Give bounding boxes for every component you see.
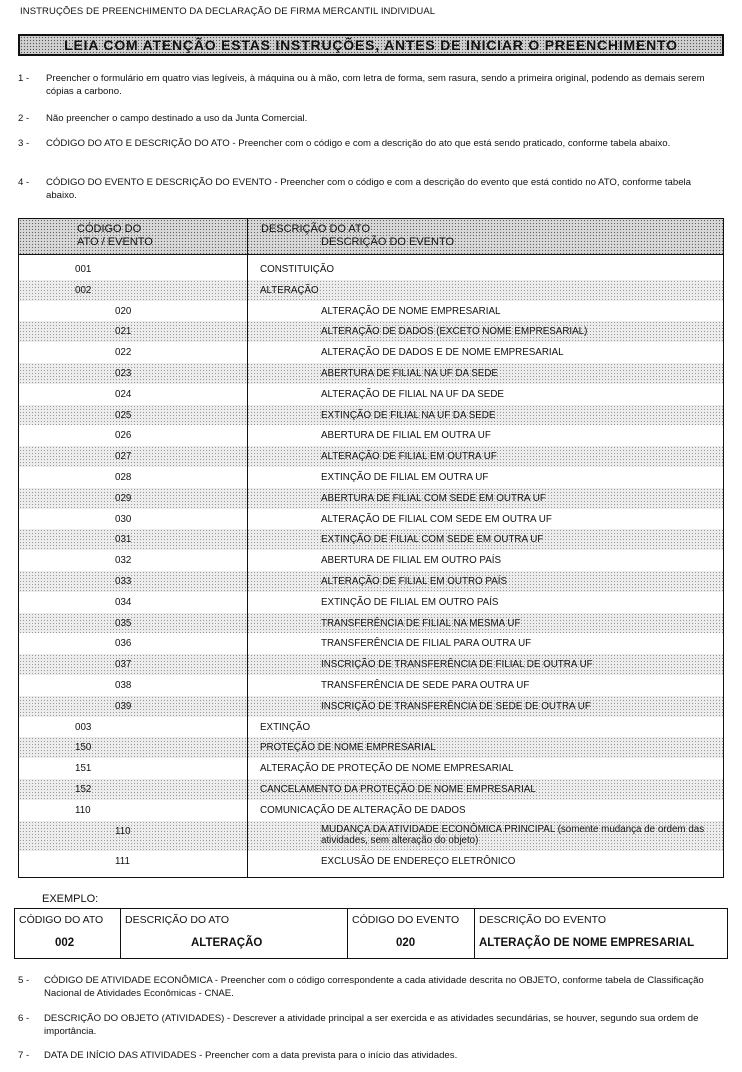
row-code: 152: [75, 784, 92, 795]
row-description: INSCRIÇÃO DE TRANSFERÊNCIA DE SEDE DE OUTRA UF: [321, 700, 591, 712]
row-code: 150: [75, 742, 92, 754]
row-description: ABERTURA DE FILIAL EM OUTRO PAÍS: [321, 555, 502, 567]
table-row: [19, 737, 723, 758]
row-code: 110: [115, 825, 131, 837]
table-row: [19, 613, 723, 634]
example-desc-ato-value: ALTERAÇÃO: [191, 937, 263, 949]
row-code: 025: [115, 409, 132, 421]
instruction-3: [18, 138, 723, 151]
instruction-number: 7 -: [18, 1050, 30, 1061]
example-desc-ato-label: DESCRIÇÃO DO ATO: [125, 914, 230, 926]
header-desc-line2: DESCRIÇÃO DO EVENTO: [321, 236, 455, 248]
table-row: [19, 633, 723, 654]
row-code: 031: [115, 534, 132, 546]
table-row: [19, 321, 723, 342]
row-code: 003: [75, 721, 92, 733]
row-description: EXTINÇÃO DE FILIAL COM SEDE EM OUTRA UF: [321, 534, 544, 546]
instruction-text: Não preencher o campo destinado a uso da Junta Comercial.: [46, 113, 308, 124]
row-description: EXTINÇÃO DE FILIAL EM OUTRO PAÍS: [321, 596, 499, 608]
instruction-2: [18, 113, 723, 126]
row-code: 024: [115, 388, 132, 400]
header-desc-line1: DESCRIÇÃO DO ATO: [261, 223, 371, 235]
table-row: [19, 488, 723, 509]
row-description: ALTERAÇÃO DE FILIAL NA UF DA SEDE: [321, 388, 504, 400]
row-description: EXTINÇÃO: [260, 721, 311, 733]
table-row: [19, 800, 723, 821]
row-description: CONSTITUIÇÃO: [260, 264, 335, 275]
row-code: 029: [115, 492, 132, 504]
table-row: [19, 342, 723, 363]
instruction-7: [18, 1050, 723, 1063]
row-code: 020: [115, 305, 132, 317]
example-cod-evento-value: 020: [396, 937, 416, 949]
example-cod-ato-value: 002: [55, 937, 75, 949]
table-row: [19, 675, 723, 696]
row-code: 111: [115, 855, 130, 867]
table-row: [19, 592, 723, 613]
table-row: [19, 654, 723, 675]
row-description: CANCELAMENTO DA PROTEÇÃO DE NOME EMPRESARIAL: [260, 784, 536, 795]
row-code: 030: [115, 513, 132, 525]
row-description: ALTERAÇÃO: [260, 284, 319, 296]
table-row: [19, 384, 723, 405]
example-desc-ato-cell: [121, 909, 348, 958]
row-description: TRANSFERÊNCIA DE SEDE PARA OUTRA UF: [321, 680, 530, 691]
row-description: ALTERAÇÃO DE FILIAL COM SEDE EM OUTRA UF: [321, 513, 552, 525]
table-row: [19, 571, 723, 592]
instruction-text: DESCRIÇÃO DO OBJETO (ATIVIDADES) - Descrever a atividade principal a ser exercida e as atividades secundárias, se houver, segundo sua ordem de importância.: [44, 1013, 699, 1037]
row-description: TRANSFERÊNCIA DE FILIAL PARA OUTRA UF: [321, 638, 532, 650]
instruction-5: [18, 975, 723, 1000]
example-cod-ato-label: CÓDIGO DO ATO: [19, 914, 104, 926]
instruction-text: CÓDIGO DO ATO E DESCRIÇÃO DO ATO - Preencher com o código e com a descrição do ato que está sendo praticado, conforme tabela abaixo.: [46, 138, 671, 149]
table-row: [19, 405, 723, 426]
table-row: [19, 280, 723, 301]
row-code: 026: [115, 430, 132, 442]
instruction-number: 6 -: [18, 1013, 30, 1024]
row-code: 027: [115, 451, 132, 463]
row-code: 036: [115, 638, 132, 650]
instruction-number: 5 -: [18, 975, 30, 986]
instruction-number: 4 -: [18, 177, 30, 188]
row-description: MUDANÇA DA ATIVIDADE ECONÔMICA PRINCIPAL (somente mudança de ordem das atividades, sem alteração do objeto): [321, 823, 705, 846]
instruction-1: [18, 73, 723, 98]
instruction-6: [18, 1013, 723, 1038]
row-description: ABERTURA DE FILIAL EM OUTRA UF: [321, 430, 491, 442]
header-code-line2: ATO / EVENTO: [77, 236, 153, 248]
table-row: [19, 259, 723, 280]
table-row: [19, 696, 723, 717]
example-label: EXEMPLO:: [42, 893, 99, 905]
row-code: 023: [115, 368, 132, 379]
table-row: [19, 509, 723, 530]
row-code: 002: [75, 284, 92, 296]
instruction-number: 3 -: [18, 138, 30, 149]
instructions-banner: LEIA COM ATENÇÃO ESTAS INSTRUÇÕES, ANTES DE INICIAR O PREENCHIMENTO: [18, 34, 724, 56]
table-row: [19, 779, 723, 800]
example-desc-evento-label: DESCRIÇÃO DO EVENTO: [479, 914, 606, 926]
row-description: ALTERAÇÃO DE DADOS E DE NOME EMPRESARIAL: [321, 347, 564, 359]
table-row: [19, 446, 723, 467]
row-code: 037: [115, 659, 132, 671]
table-row: [19, 467, 723, 488]
table-row: [19, 550, 723, 571]
table-row: [19, 851, 723, 872]
table-row: [19, 717, 723, 738]
table-row: [19, 758, 723, 779]
instruction-text: Preencher o formulário em quatro vias legíveis, à máquina ou à mão, com letra de forma, sem rasura, sendo a primeira original, podendo as demais serem cópias a carbono.: [46, 73, 705, 97]
instruction-text: CÓDIGO DE ATIVIDADE ECONÔMICA - Preencher com o código correspondente a cada atividade descrita no OBJETO, conforme tabela de Classificação Nacional de Atividades Econômicas - CNAE.: [44, 975, 704, 999]
table-row: [19, 821, 723, 851]
column-divider: [247, 219, 248, 877]
row-description: INSCRIÇÃO DE TRANSFERÊNCIA DE FILIAL DE OUTRA UF: [321, 659, 593, 671]
row-description: PROTEÇÃO DE NOME EMPRESARIAL: [260, 742, 436, 754]
row-description: ABERTURA DE FILIAL COM SEDE EM OUTRA UF: [321, 492, 546, 504]
codes-table: [18, 218, 724, 878]
table-row: [19, 363, 723, 384]
row-code: 022: [115, 347, 132, 359]
row-description: ALTERAÇÃO DE FILIAL EM OUTRA UF: [321, 451, 497, 463]
row-description: EXCLUSÃO DE ENDEREÇO ELETRÔNICO: [321, 855, 516, 867]
row-code: 001: [75, 264, 92, 275]
example-cod-evento-cell: [348, 909, 475, 958]
table-row: [19, 425, 723, 446]
example-cod-evento-label: CÓDIGO DO EVENTO: [352, 914, 460, 926]
document-header: INSTRUÇÕES DE PREENCHIMENTO DA DECLARAÇÃO DE FIRMA MERCANTIL INDIVIDUAL: [20, 6, 436, 17]
header-code-line1: CÓDIGO DO: [77, 223, 142, 235]
row-code: 151: [75, 763, 92, 775]
row-description: TRANSFERÊNCIA DE FILIAL NA MESMA UF: [321, 617, 521, 629]
row-code: 028: [115, 472, 132, 483]
example-cod-ato-cell: [15, 909, 121, 958]
instruction-text: CÓDIGO DO EVENTO E DESCRIÇÃO DO EVENTO - Preencher com o código e com a descrição do evento que está contido no ATO, conforme tabela abaixo.: [46, 177, 692, 201]
row-description: COMUNICAÇÃO DE ALTERAÇÃO DE DADOS: [260, 804, 466, 816]
row-description: ALTERAÇÃO DE FILIAL EM OUTRO PAÍS: [321, 576, 507, 587]
row-description: ALTERAÇÃO DE NOME EMPRESARIAL: [321, 305, 501, 317]
instruction-number: 2 -: [18, 113, 30, 124]
row-description: ALTERAÇÃO DE PROTEÇÃO DE NOME EMPRESARIAL: [260, 763, 514, 775]
row-code: 033: [115, 576, 132, 587]
row-code: 038: [115, 680, 132, 691]
table-header: [19, 219, 723, 255]
example-desc-evento-value: ALTERAÇÃO DE NOME EMPRESARIAL: [479, 937, 695, 949]
example-box: [14, 908, 728, 959]
instruction-text: DATA DE INÍCIO DAS ATIVIDADES - Preencher com a data prevista para o início das atividades.: [44, 1050, 458, 1061]
row-code: 035: [115, 617, 132, 629]
row-description: EXTINÇÃO DE FILIAL EM OUTRA UF: [321, 472, 489, 483]
row-code: 032: [115, 555, 132, 567]
table-row: [19, 529, 723, 550]
row-code: 110: [75, 804, 91, 816]
instruction-4: [18, 177, 723, 202]
row-code: 034: [115, 596, 132, 608]
row-description: ABERTURA DE FILIAL NA UF DA SEDE: [321, 368, 498, 379]
example-desc-evento-cell: [475, 909, 726, 958]
row-code: 021: [115, 326, 132, 338]
row-code: 039: [115, 700, 132, 712]
row-description: EXTINÇÃO DE FILIAL NA UF DA SEDE: [321, 409, 496, 421]
table-row: [19, 301, 723, 322]
row-description: ALTERAÇÃO DE DADOS (EXCETO NOME EMPRESARIAL): [321, 326, 588, 338]
instruction-number: 1 -: [18, 73, 30, 84]
